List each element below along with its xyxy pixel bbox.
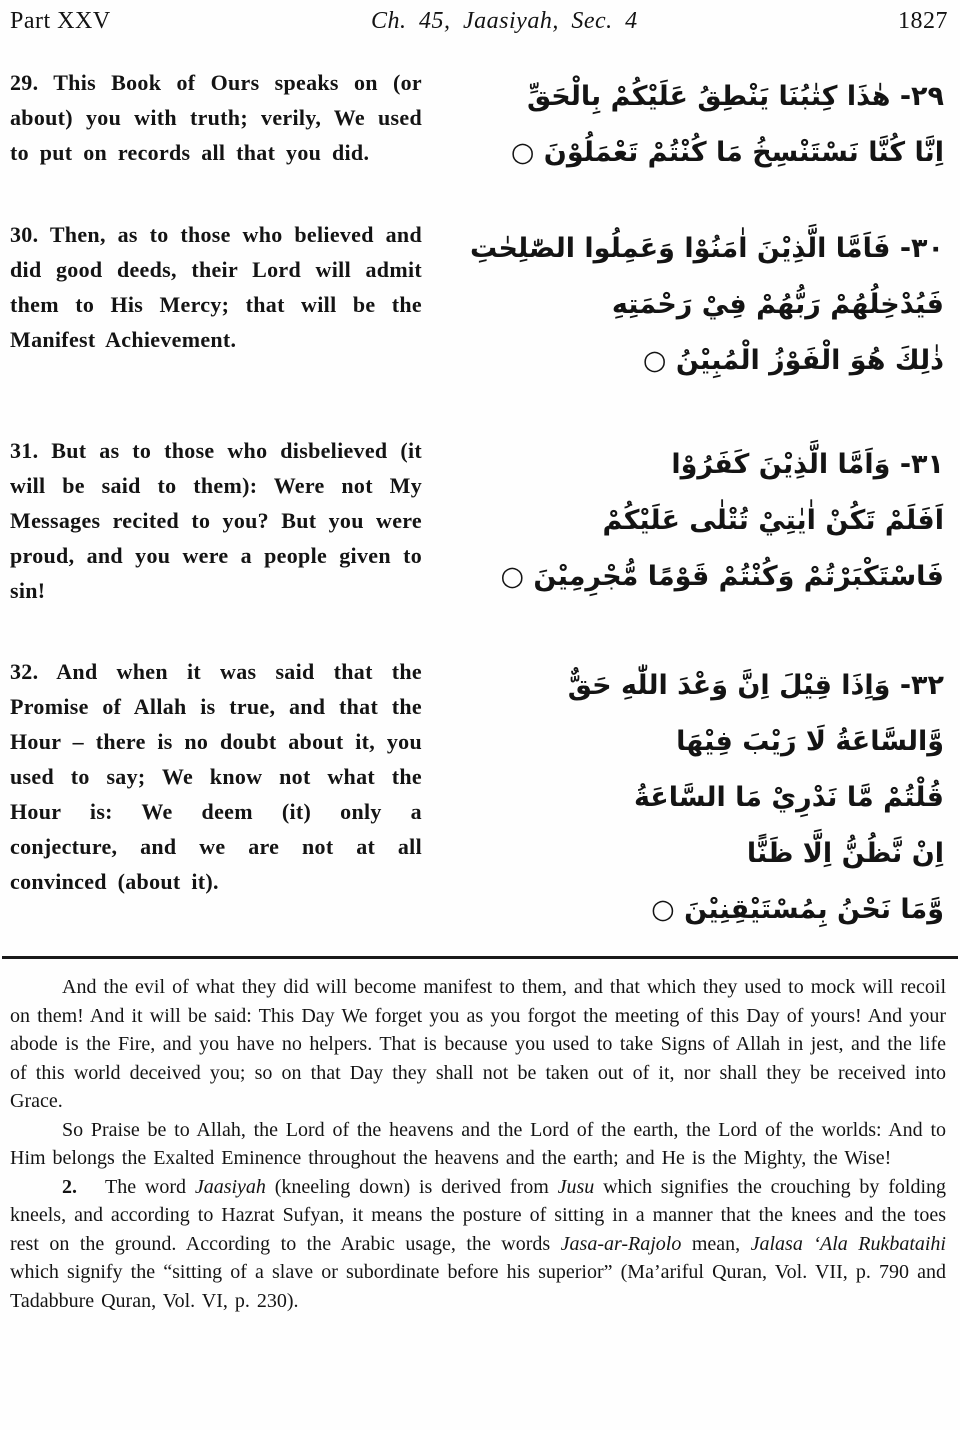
footnote-text: The word bbox=[105, 1175, 195, 1198]
arabic-line: فَيُدْخِلُهُمْ رَبُّهُمْ فِيْ رَحْمَتِهِ bbox=[611, 289, 944, 320]
arabic-line: اَفَلَمْ تَكُنْ اٰيٰتِيْ تُتْلٰى عَلَيْكُمْ bbox=[602, 505, 944, 536]
verse-row-31 bbox=[10, 433, 944, 608]
arabic-line: ۳۱‏-‏ وَاَمَّا الَّذِيْنَ كَفَرُوْا bbox=[671, 449, 944, 480]
verse-row-29 bbox=[10, 65, 944, 181]
footnote-text: which signifies the crouching by folding kneels, and according to Hazrat Sufyan, it means the posture of sitting in a manner that the knees and the toes rest on the ground. According to the Arabic usage, the words bbox=[10, 1175, 946, 1255]
footnote-number: 2. bbox=[62, 1175, 77, 1198]
chapter-title: Ch. 45, Jaasiyah, Sec. 4 bbox=[371, 8, 638, 34]
part-label: Part XXV bbox=[10, 8, 111, 34]
footnote-text: (kneeling down) is derived from bbox=[265, 1175, 558, 1198]
footnote-text-italic: Jaasiyah bbox=[194, 1175, 266, 1198]
footnote-text: which signify the “sitting of a slave or subordinate before his superior” (Ma’ariful Quran, Vol. VII, p. 790 and Tadabbure Quran, Vol. VI, p. 230). bbox=[10, 1261, 946, 1312]
footnote-text-italic: Jalasa ‘Ala Rukbataihi bbox=[750, 1232, 946, 1255]
verse-29-english: 29. This Book of Ours speaks on (or about) you with truth; verily, We used to put on records all that you did. bbox=[10, 70, 422, 165]
verse-32-arabic bbox=[544, 654, 944, 938]
verse-32-english: 32. And when it was said that the Promise of Allah is true, and that the Hour – there is no doubt about it, you used to say; We know not what the Hour is: We deem (it) only a conjecture, and we are not at all convinced (about it). bbox=[10, 659, 422, 894]
arabic-line: ذٰلِكَ هُوَ الْفَوْزُ الْمُبِيْنُ ○ bbox=[642, 345, 944, 376]
arabic-line: وَّالسَّاعَةُ لَا رَيْبَ فِيْهَا bbox=[676, 726, 944, 757]
arabic-line: قُلْتُمْ مَّا نَدْرِيْ مَا السَّاعَةُ bbox=[633, 782, 944, 813]
footnote-text-italic: Jusu bbox=[557, 1175, 595, 1198]
footnote-note-2 bbox=[10, 1173, 946, 1316]
footnote-continuation-2: So Praise be to Allah, the Lord of the heavens and the Lord of the earth, the Lord of the worlds: And to Him belongs the Exalted Eminence throughout the heavens and the earth; and He is the Mighty, the Wise! bbox=[10, 1118, 946, 1169]
verse-29-arabic bbox=[511, 65, 944, 181]
footnote-text: mean, bbox=[681, 1232, 751, 1255]
arabic-line: فَاسْتَكْبَرْتُمْ وَكُنْتُمْ قَوْمًا مُّجْرِمِيْنَ ○ bbox=[500, 561, 944, 592]
footnotes-section bbox=[0, 959, 960, 1315]
verse-row-30 bbox=[10, 217, 944, 389]
arabic-line: اِنْ نَّظُنُّ اِلَّا ظَنًّا bbox=[746, 838, 944, 869]
verse-30-arabic bbox=[470, 217, 944, 389]
verse-31-english: 31. But as to those who disbelieved (it will be said to them): Were not My Messages recited to you? But you were proud, and you were a people given to sin! bbox=[10, 438, 422, 603]
arabic-line: ۲۹‏-‏ هٰذَا كِتٰبُنَا يَنْطِقُ عَلَيْكُمْ بِالْحَقِّ bbox=[526, 81, 944, 112]
arabic-line: ۳۲‏-‏ وَاِذَا قِيْلَ اِنَّ وَعْدَ اللّٰهِ حَقٌّ bbox=[567, 670, 944, 701]
verse-30-english: 30. Then, as to those who believed and did good deeds, their Lord will admit them to His Mercy; that will be the Manifest Achievement. bbox=[10, 222, 422, 352]
arabic-line: اِنَّا كُنَّا نَسْتَنْسِخُ مَا كُنْتُمْ تَعْمَلُوْنَ ○ bbox=[510, 137, 944, 168]
verse-31-arabic bbox=[500, 433, 944, 605]
footnote-text-italic: Jasa-ar-Rajolo bbox=[560, 1232, 682, 1255]
arabic-line: وَّمَا نَحْنُ بِمُسْتَيْقِنِيْنَ ○ bbox=[651, 894, 944, 925]
footnote-continuation-1: And the evil of what they did will become manifest to them, and that which they used to mock will recoil on them! And it will be said: This Day We forget you as you forgot the meeting of this Day of yours! And your abode is the Fire, and you have no helpers. That is because you used to take Signs of Allah in jest, and the life of this world deceived you; so on that Day they shall not be taken out of it, nor shall they be received into Grace. bbox=[10, 976, 946, 1112]
arabic-line: ۳۰‏-‏ فَاَمَّا الَّذِيْنَ اٰمَنُوْا وَعَمِلُوا الصّٰلِحٰتِ bbox=[469, 233, 944, 264]
verse-row-32 bbox=[10, 654, 944, 938]
verses-section bbox=[0, 35, 960, 938]
page-header bbox=[0, 0, 960, 35]
page-number: 1827 bbox=[898, 8, 948, 34]
